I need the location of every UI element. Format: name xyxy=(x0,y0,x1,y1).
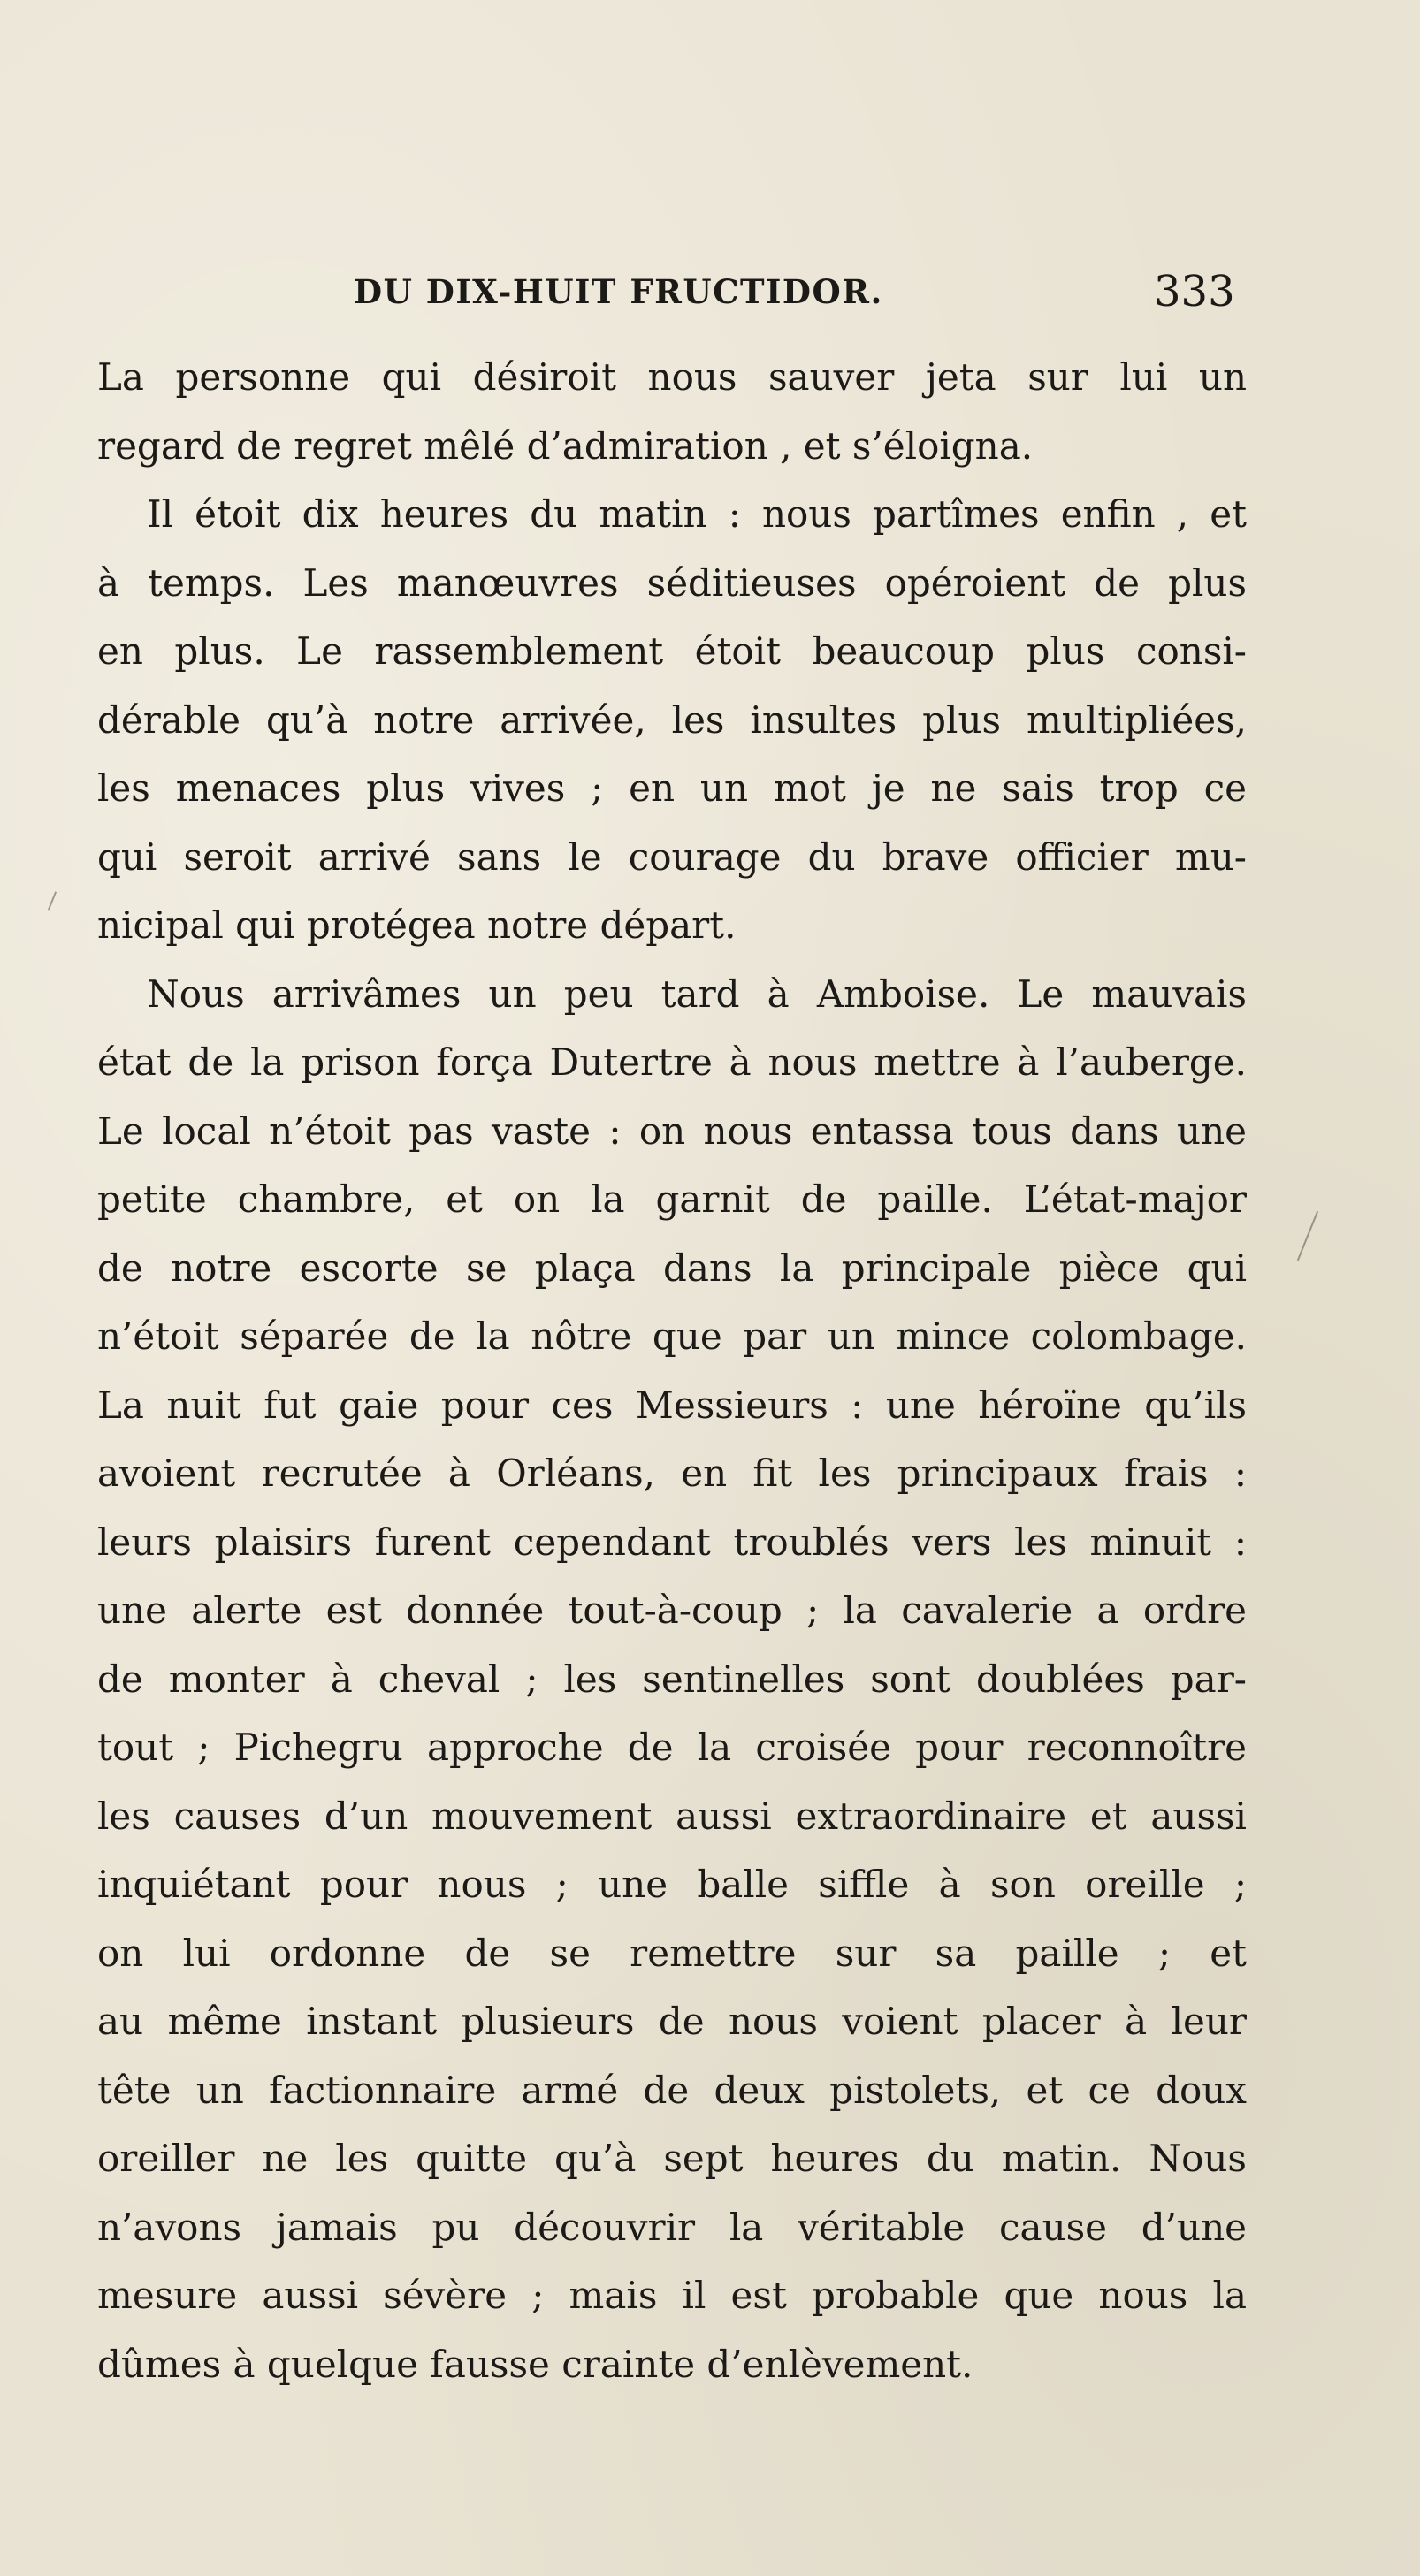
text-line: au même instant plusieurs de nous voient placer à leur xyxy=(97,2000,1247,2043)
text-line: les causes d’un mouvement aussi extraordinaire et aussi xyxy=(97,1794,1247,1838)
text-line: n’étoit séparée de la nôtre que par un mince colombage. xyxy=(97,1315,1247,1358)
text-line: inquiétant pour nous ; une balle siffle à son oreille ; xyxy=(97,1863,1247,1906)
paragraph-first-line: Nous arrivâmes un peu tard à Amboise. Le mauvais xyxy=(147,972,1247,1016)
paper-blemish xyxy=(1297,1211,1318,1261)
text-line: de monter à cheval ; les sentinelles sont doublées par- xyxy=(97,1657,1247,1701)
page-number: 333 xyxy=(1154,267,1235,316)
text-line: n’avons jamais pu découvrir la véritable cause d’une xyxy=(97,2205,1247,2249)
text-line: dûmes à quelque fausse crainte d’enlèvement. xyxy=(97,2342,973,2386)
text-line: état de la prison força Dutertre à nous mettre à l’auberge. xyxy=(97,1040,1247,1084)
text-line: on lui ordonne de se remettre sur sa paille ; et xyxy=(97,1931,1247,1975)
text-line: avoient recrutée à Orléans, en fit les principaux frais : xyxy=(97,1452,1247,1495)
text-line: tête un factionnaire armé de deux pistolets, et ce doux xyxy=(97,2068,1247,2112)
text-line: mesure aussi sévère ; mais il est probable que nous la xyxy=(97,2274,1247,2317)
text-line: en plus. Le rassemblement étoit beaucoup plus consi- xyxy=(97,629,1247,673)
text-line: regard de regret mêlé d’admiration , et s’éloigna. xyxy=(97,423,1034,468)
text-line: oreiller ne les quitte qu’à sept heures du matin. Nous xyxy=(97,2137,1247,2180)
paper-blemish xyxy=(48,891,57,910)
page-header xyxy=(354,267,1282,320)
text-line: une alerte est donnée tout-à-coup ; la cavalerie a ordre xyxy=(97,1589,1247,1632)
text-line: La personne qui désiroit nous sauver jeta sur lui un xyxy=(97,355,1247,399)
text-line: à temps. Les manœuvres séditieuses opéroient de plus xyxy=(97,560,1247,605)
text-line: Le local n’étoit pas vaste : on nous entassa tous dans une xyxy=(97,1109,1247,1153)
text-line: de notre escorte se plaça dans la principale pièce qui xyxy=(97,1246,1247,1290)
text-line: qui seroit arrivé sans le courage du brave officier mu- xyxy=(97,835,1247,879)
text-line: les menaces plus vives ; en un mot je ne sais trop ce xyxy=(97,766,1247,810)
paragraph-first-line: Il étoit dix heures du matin : nous partîmes enfin , et xyxy=(147,492,1247,536)
text-line: dérable qu’à notre arrivée, les insultes plus multipliées, xyxy=(97,697,1247,742)
text-line: petite chambre, et on la garnit de paille. L’état-major xyxy=(97,1177,1247,1221)
text-line: nicipal qui protégea notre départ. xyxy=(97,903,737,947)
body-text xyxy=(97,343,1247,2398)
text-line: tout ; Pichegru approche de la croisée pour reconnoître xyxy=(97,1726,1247,1769)
running-title: DU DIX-HUIT FRUCTIDOR. xyxy=(354,272,883,311)
text-line: leurs plaisirs furent cependant troublés vers les minuit : xyxy=(97,1520,1247,1564)
text-line: La nuit fut gaie pour ces Messieurs : une héroïne qu’ils xyxy=(97,1383,1247,1427)
